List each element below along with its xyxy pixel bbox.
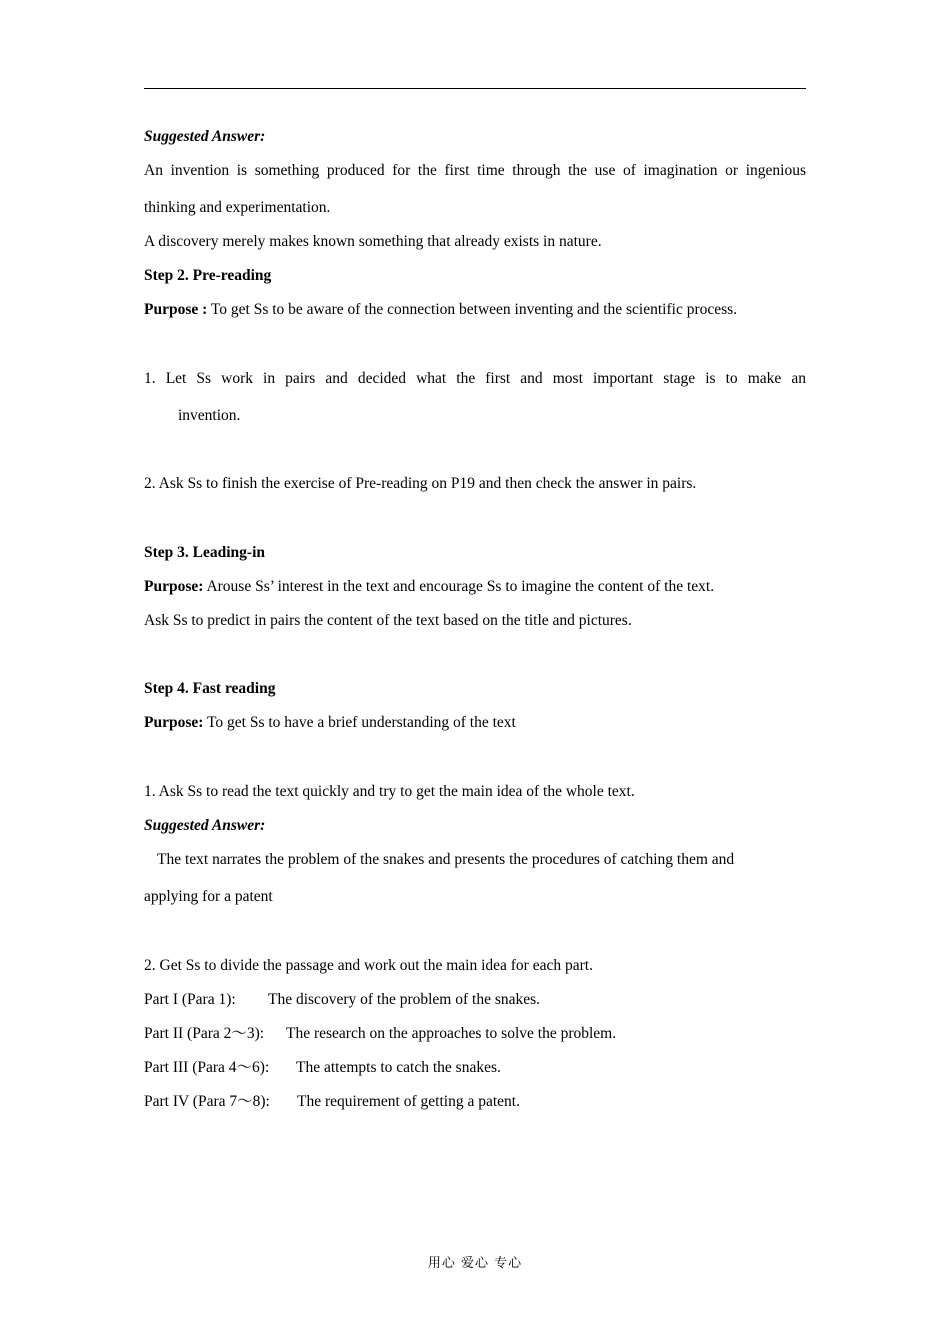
part-label: Part III (Para 4～6): [144,1059,270,1076]
body-line: Ask Ss to predict in pairs the content of the text based on the title and pictures. [144,612,632,629]
suggested-answer-label: Suggested Answer: [144,817,266,834]
purpose-line [144,577,806,597]
purpose-line [144,300,806,320]
page-footer: 用心 爱心 专心 [427,1256,523,1271]
list-item: 2. Get Ss to divide the passage and work out the main idea for each part. [144,957,593,974]
part-row [144,990,806,1010]
part-row [144,1058,806,1078]
part-row [144,1024,806,1044]
purpose-text: Arouse Ss’ interest in the text and encourage Ss to imagine the content of the text. [203,578,715,595]
part-label: Part I (Para 1): [144,991,236,1008]
purpose-label: Purpose : [144,301,208,318]
list-item-continuation: invention. [178,407,241,424]
part-text: The attempts to catch the snakes. [296,1059,501,1076]
suggested-answer-label: Suggested Answer: [144,128,266,145]
purpose-label: Purpose: [144,714,204,731]
purpose-text: To get Ss to have a brief understanding of the text [203,714,516,731]
step-heading: Step 3. Leading-in [144,544,266,561]
part-text: The discovery of the problem of the snakes. [268,991,541,1008]
part-text: The research on the approaches to solve the problem. [286,1025,617,1042]
suggested-answer-line: applying for a patent [144,888,273,905]
part-label: Part II (Para 2～3): [144,1025,265,1042]
step-heading: Step 4. Fast reading [144,680,276,697]
suggested-answer-line: The text narrates the problem of the snakes and presents the procedures of catching them and [157,851,735,868]
header-rule [144,88,806,89]
part-row [144,1092,806,1112]
part-label: Part IV (Para 7～8): [144,1093,270,1110]
list-item: 2. Ask Ss to finish the exercise of Pre-reading on P19 and then check the answer in pairs. [144,475,697,492]
suggested-answer-line: An invention is something produced for the first time through the use of imagination or ingenious [144,162,806,179]
suggested-answer-line: A discovery merely makes known something that already exists in nature. [144,233,602,250]
step-heading: Step 2. Pre-reading [144,267,272,284]
list-item: 1. Ask Ss to read the text quickly and try to get the main idea of the whole text. [144,783,635,800]
purpose-line [144,713,806,733]
purpose-label: Purpose: [144,578,204,595]
suggested-answer-line: thinking and experimentation. [144,199,331,216]
part-text: The requirement of getting a patent. [297,1093,520,1110]
list-item: 1. Let Ss work in pairs and decided what the first and most important stage is to make an [144,370,806,387]
purpose-text: To get Ss to be aware of the connection between inventing and the scientific process. [207,301,738,318]
